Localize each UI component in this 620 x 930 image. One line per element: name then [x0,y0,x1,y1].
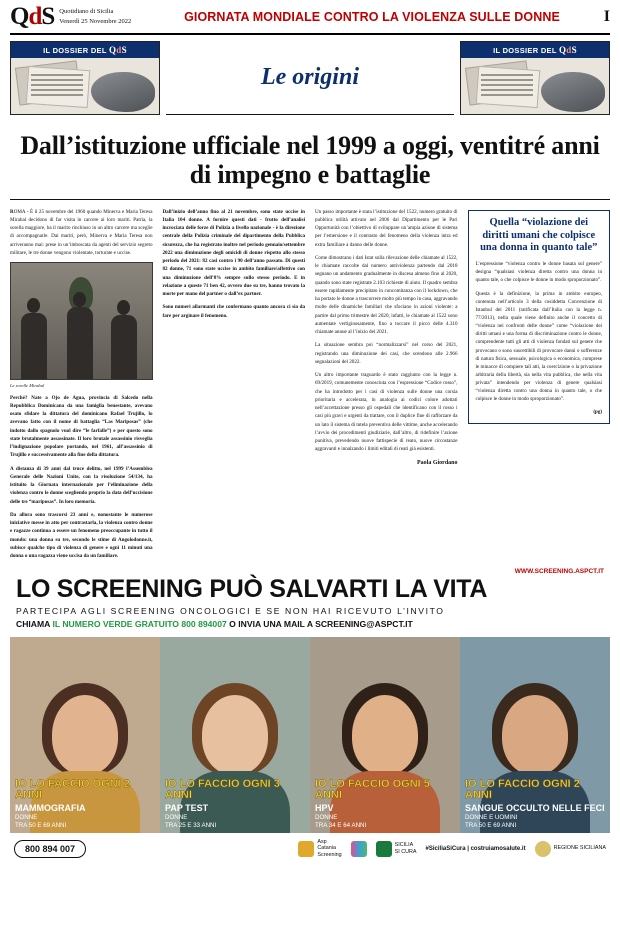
ad-panel [310,637,460,833]
regione-label: REGIONE SICILIANA [553,845,606,852]
ad-panel-target: DONNE [165,813,188,821]
ad-hashtag: #SiciliaSiCura | costruiamosalute.it [425,845,526,852]
paragraph: La situazione sembra poi “normalizzarsi” nel corso del 2021, registrando una diminuzione dei casi, che scendono alle 2.966 segnalazioni del 2022. [315,342,458,365]
ad-panel-claim: IO LO FACCIO OGNI 2 ANNI [465,778,580,802]
screening-ribbons-icon [351,841,367,857]
ad-panel-test: HPV [315,803,334,814]
paragraph: Un altro importante traguardo è stato raggiunto con la legge n. 69/2019, comunemente conosciuta con l’espressione “Codice rosso”, che ha introdotto per i casi di violenza sulle donne una corsia prioritaria e accelerata, in analogia ai codici colore adottati nell’accettazione presso gli ospedali che identificano con il rosso i casi più gravi e urgenti da trattare, con il duplice fine di rafforzare da un lato il sistema di tutela preventiva delle vittime, anche accelerando l’avvio dei procedimenti giudiziarie, dall’altro, di ridefinire l’azione punitiva, prevedendo nuove fattispecie di reato, nuove circostanze aggravanti e innalzando i limiti editali di reati già esistenti. [315,372,458,453]
paragraph: A distanza di 39 anni dal truce delitto, nel 1999 l’Assemblea Generale delle Nazioni Unite, con la risoluzione 54/134, ha istituito la Giornata internazionale per l’eliminazione della violenza contro le donne scegliendo proprio la data dell’uccisione delle tre “mariposas”. In loro memoria. [10,465,153,505]
quote-box-title: Quella “violazione dei diritti umani che colpisce una donna in quanto tale” [480,216,598,254]
dossier-label-right [461,42,609,58]
mirabal-sisters-photo [10,262,153,380]
ad-panel-age: TRA 50 E 69 ANNI [15,821,67,829]
ad-panel-age: TRA 50 E 69 ANNI [465,821,517,829]
qds-logo: QdS [10,3,55,30]
article-photo-wrap [10,262,153,389]
ad-panel [10,637,160,833]
ad-cta-number: IL NUMERO VERDE GRATUITO 800 894007 [52,619,227,630]
ad-panel-claim: IO LO FACCIO OGNI 2 ANNI [15,778,130,802]
sicilia-logo-line2: SI CURA [394,848,417,855]
ad-panel-target: DONNE E UOMINI [465,813,518,821]
paragraph: Come dimostrano i dati Istat sulla rilevazione delle chiamate al 1522, le chiamate raccolte dal numero antiviolenza partendo dal 2018 segnano un andamento gradualmente in discesa almeno fino al 2020, quando sono state registrate 2.103 richieste di aiuto. Il quadro sembra essere rapidamente precipitato in concomitanza con il lockdown, che ha portato le donne a trascorrere molto più tempo in casa, aggravando molte delle dinamiche familiari che sfociano in azioni violente: a partire dal primo trimestre del 2020, infatti, le chiamate al 1522 sono aumentate vertiginosamente, fino a toccare il picco delle 4.310 chiamate annue al l’inizio del 2021. [315,254,458,336]
article-column-4 [468,208,611,566]
ad-call-to-action [16,619,604,629]
page-number: I [603,8,610,26]
dossier-logo: QdS [108,44,127,55]
dossier-logo-right: QdS [558,44,577,55]
headline-rule [10,199,610,200]
ad-panel [160,637,310,833]
article-byline: Paola Giordano [416,459,458,466]
paragraph: Perché? Nate a Ojo de Agua, provincia di Salcedo nella Repubblica Dominicana da una famiglia benestante, avevano osato sfidare la dittatura del dominicano Rafael Trujillo, lo avevano fatto con il nome di battaglia “Las Mariposas” (che indotto dallo spagnolo vuol dire “le farfalle”) e per questo sono state brutalmente assassinate. Il loro brutale assassinio risveglia l’indignazione popolare portando, nel 1961, all’assassinio di Trujillo e successivamente alla fine della dittatura. [10,394,153,459]
asp-logo-line3: Screening [317,851,342,858]
article-headline: Dall’istituzione ufficiale nel 1999 a oggi, ventitré anni di impegno e battaglie [20,130,600,189]
campaign-title: GIORNATA MONDIALE CONTRO LA VIOLENZA SULLE DONNE [184,10,560,25]
dossier-artwork-left [11,58,159,114]
asp-logo-line1: Asp [317,839,327,846]
masthead-logo [10,3,160,30]
publication-date: Venerdì 25 Novembre 2022 [59,17,132,25]
ad-panel [460,637,610,833]
ad-website-link[interactable]: WWW.SCREENING.ASPCT.IT [514,568,604,575]
dossier-label-text: IL DOSSIER DEL [43,45,107,55]
dossier-label-text-right: IL DOSSIER DEL [493,45,557,55]
ad-cta-prefix: CHIAMA [16,619,51,630]
masthead-meta [59,7,131,29]
sicilia-logo-line1: SICILIA [394,842,414,849]
quote-box-paragraph: L’espressione “violenza contro le donne basata sul genere” designa “qualsiasi violenza diretta contro una donna in quanto tale, o che colpisce le donne in modo sproporzionato”. [475,261,602,284]
article-column-3 [315,208,458,566]
ad-panel-claim: IO LO FACCIO OGNI 5 ANNI [315,778,430,802]
photo-caption: Le sorelle Mirabal [10,383,45,389]
article-column-2 [163,208,306,566]
ad-panel-age: TRA 25 E 33 ANNI [165,821,217,829]
ad-logo-row [298,839,606,858]
dossier-artwork-right [461,58,609,114]
ad-panel-test: MAMMOGRAFIA [15,803,86,814]
publication-name: Quotidiano di Sicilia [59,8,114,15]
ad-subhead: PARTECIPA AGLI SCREENING ONCOLOGICI E SE NON HAI RICEVUTO L’INVITO [16,606,445,617]
dossier-band [10,41,610,115]
quote-box [468,210,611,424]
ad-panel-target: DONNE [15,813,38,821]
article-column-1 [10,208,153,566]
ad-header [10,566,610,633]
advertisement [10,566,610,884]
asp-catania-logo [298,839,341,858]
section-title: Le origini [260,63,359,90]
ad-cta-suffix: O INVIA UNA MAIL A SCREENING@ASPCT.IT [229,619,413,630]
asp-logo-line2: Catania [317,845,336,852]
dossier-box-left [10,41,160,115]
quote-box-paragraph: Questa è la definizione, la prima in ambito europeo, contenuta nell’articolo 3 della cosiddetta Convenzione di Istanbul del 2011 (ratificata dall’Italia con la legge n. 77/2013), nella quale viene definito anche il concetto di “violenza nei confronti delle donne” come “violazione dei diritti umani e una forma di discriminazione contro le donne, comprendente tutti gli atti di violenza fondati sul genere che provocano o sono suscettibili di provocare danni o sofferenze di natura fisica, sessuale, psicologica o economica, comprese le minacce di compiere tali atti, la coercizione o la privazione arbitraria della libertà, sia nella vita pubblica, che nella vita privata” intendendo per violenza di genere qualsiasi “violenza diretta contro una donna in quanto tale, o che colpisce le donne in modo sproporzionato”. [475,290,602,403]
regione-siciliana-logo [535,841,606,857]
ad-panel-test: SANGUE OCCULTO NELLE FECI [465,803,605,814]
section-title-container [166,41,454,115]
ad-headline: LO SCREENING PUÒ SALVARTI LA VITA [16,575,488,603]
dossier-label-left [11,42,159,58]
paragraph: Sono numeri allarmanti che confermano quanto ancora ci sia da fare per arginare il fenomeno. [162,304,305,319]
ad-footer [10,833,610,858]
paragraph: Dall’inizio dell’anno fino al 21 novembre, sono state uccise in Italia 104 donne. A fornire questi dati - frutto dell’analisi incrociata delle forze di Polizia a livello nazionale - è la direzione centrale della Polizia criminale del dipartimento della Pubblica sicurezza, che ha registrato inoltre nel periodo gennaio/settembre 2022 una diminuzione degli omicidi di donne rispetto allo stesso periodo del 2021: 82 casi contro i 90 dell’anno passato. Di questi 82 donne, 71 sono state uccise in ambito familiare/affettivo con una diminuzione dell’8% sempre sullo stesso periodo. E in relazione a queste 71 ben 42, ovvero due su tre, hanno trovato la morte per mano del partner o dall’ex partner. [162,208,305,298]
dossier-box-right [460,41,610,115]
paragraph: Un passo importante è stata l’istituzione del 1522, numero gratuito di pubblica utilità attivato nel 2006 dal Dipartimento per le Pari Opportunità con l’obiettivo di sviluppare un’ampia azione di sistema per l’emersione e il contrasto del fenomeno della violenza intra ed extra familiare a danno delle donne. [315,208,458,248]
ad-panel-test: PAP TEST [165,803,209,814]
masthead [10,3,610,35]
article-columns [10,208,610,566]
sicilia-si-cura-logo [376,841,417,857]
ad-panel-age: TRA 34 E 64 ANNI [315,821,367,829]
paragraph: Da allora sono trascorsi 23 anni e, nonostante le numerose iniziative messe in atto per contrastarla, la violenza contro donne e ragazze continua a essere un fenomeno preoccupante in tutto il mondo: una donna su tre, secondo le stime di Angolodonne.it, subisce qualche tipo di violenza di genere e ogni 11 minuti una donna o una ragazza viene uccisa da un familiare. [10,511,153,560]
quote-box-signature: (pg) [593,409,602,415]
ad-panels [10,637,610,833]
paragraph: ROMA - È il 25 novembre del 1960 quando Minerva e Maria Teresa Mirabal decidono di far visita in carcere ai loro mariti. Patria, la sorella maggiore, ha il marito rinchiuso in un altro carcere ma sceglie di accompagnarle. Dai mariti, però, Minerva e Maria Teresa non arriveranno mai: prese in un’imboscata da agenti del servizio segreto militare, le tre donne vengono violentate, torturate e uccise. [10,208,153,256]
ad-phone-number[interactable]: 800 894 007 [14,840,86,858]
ad-panel-target: DONNE [315,813,338,821]
ad-panel-claim: IO LO FACCIO OGNI 3 ANNI [165,778,280,802]
